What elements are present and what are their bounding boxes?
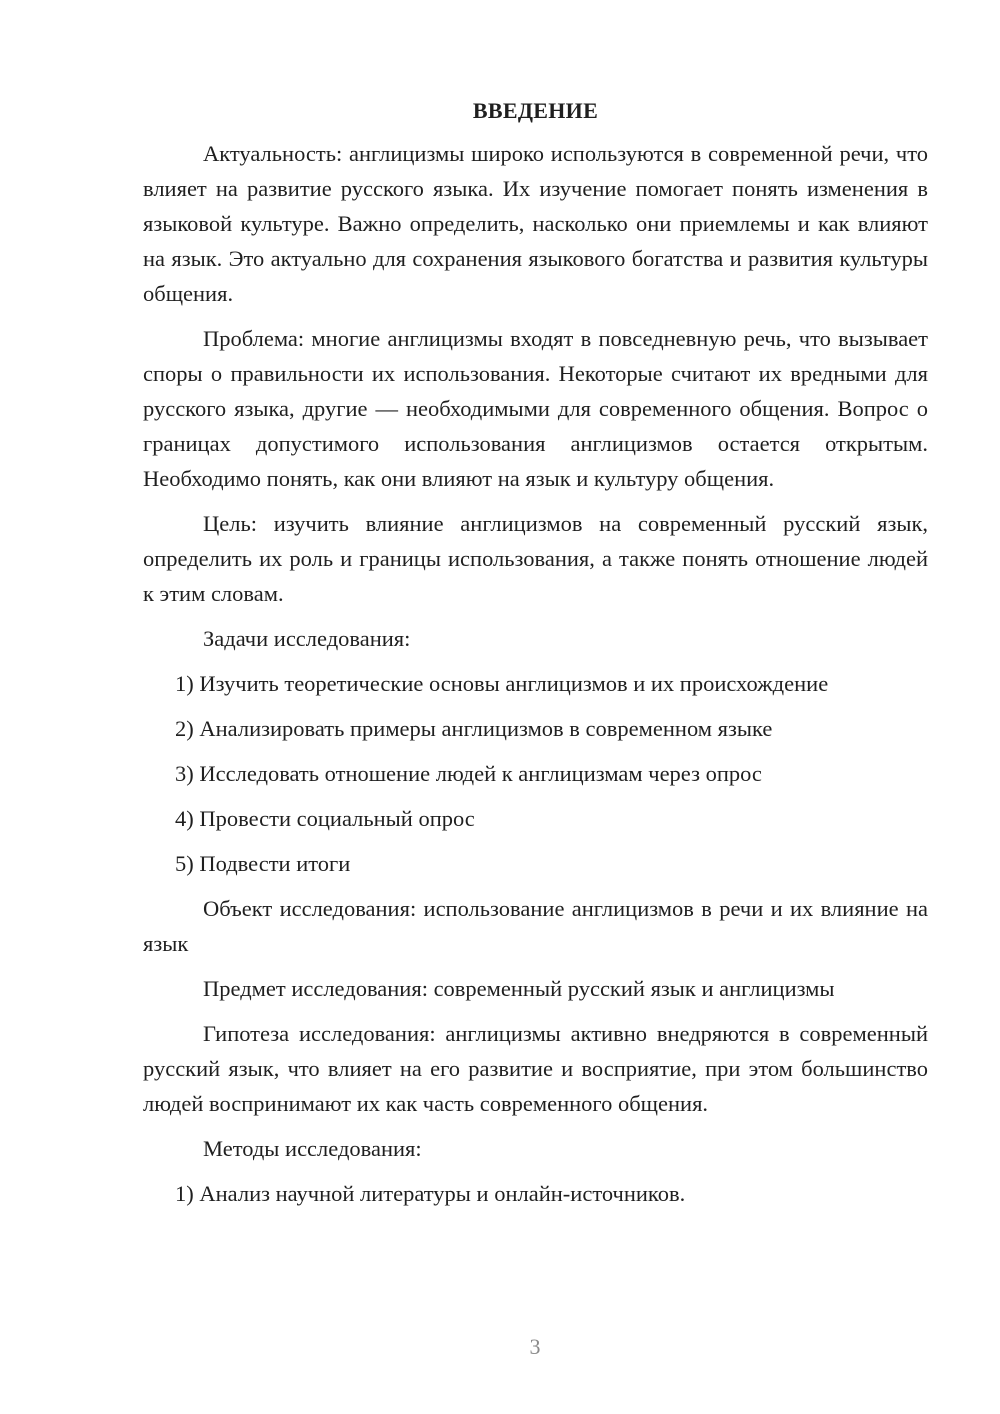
method-item: 1) Анализ научной литературы и онлайн-источников.	[175, 1181, 686, 1206]
task-item: 4) Провести социальный опрос	[175, 806, 475, 831]
methods-title: Методы исследования:	[203, 1136, 422, 1161]
section-heading: ВВЕДЕНИЕ	[472, 98, 599, 123]
tasks-list	[143, 666, 928, 881]
task-item: 1) Изучить теоретические основы англицизмов и их происхождение	[175, 671, 829, 696]
methods-list	[143, 1176, 928, 1211]
hypothesis-paragraph: Гипотеза исследования: англицизмы активно внедряются в современный русский язык, что влияет на его развитие и восприятие, при этом большинство людей воспринимают их как часть современного общения.	[143, 1021, 928, 1116]
relevance-paragraph: Актуальность: англицизмы широко используются в современной речи, что влияет на развитие русского языка. Их изучение помогает понять изменения в языковой культуре. Важно определить, насколько они приемлемы и как влияют на язык. Это актуально для сохранения языкового богатства и развития культуры общения.	[143, 141, 928, 306]
task-item: 3) Исследовать отношение людей к англицизмам через опрос	[175, 761, 762, 786]
task-item: 5) Подвести итоги	[175, 851, 351, 876]
goal-paragraph: Цель: изучить влияние англицизмов на современный русский язык, определить их роль и границы использования, а также понять отношение людей к этим словам.	[143, 511, 928, 606]
object-paragraph: Объект исследования: использование англицизмов в речи и их влияние на язык	[143, 896, 928, 956]
document-page	[143, 96, 928, 1221]
task-item: 2) Анализировать примеры англицизмов в современном языке	[175, 716, 773, 741]
subject-paragraph: Предмет исследования: современный русский язык и англицизмы	[203, 976, 835, 1001]
problem-paragraph: Проблема: многие англицизмы входят в повседневную речь, что вызывает споры о правильности их использования. Некоторые считают их вредными для русского языка, другие — необходимыми для современного общения. Вопрос о границах допустимого использования англицизмов остается открытым. Необходимо понять, как они влияют на язык и культуру общения.	[143, 326, 928, 491]
tasks-title: Задачи исследования:	[203, 626, 411, 651]
page-number: 3	[529, 1334, 541, 1359]
